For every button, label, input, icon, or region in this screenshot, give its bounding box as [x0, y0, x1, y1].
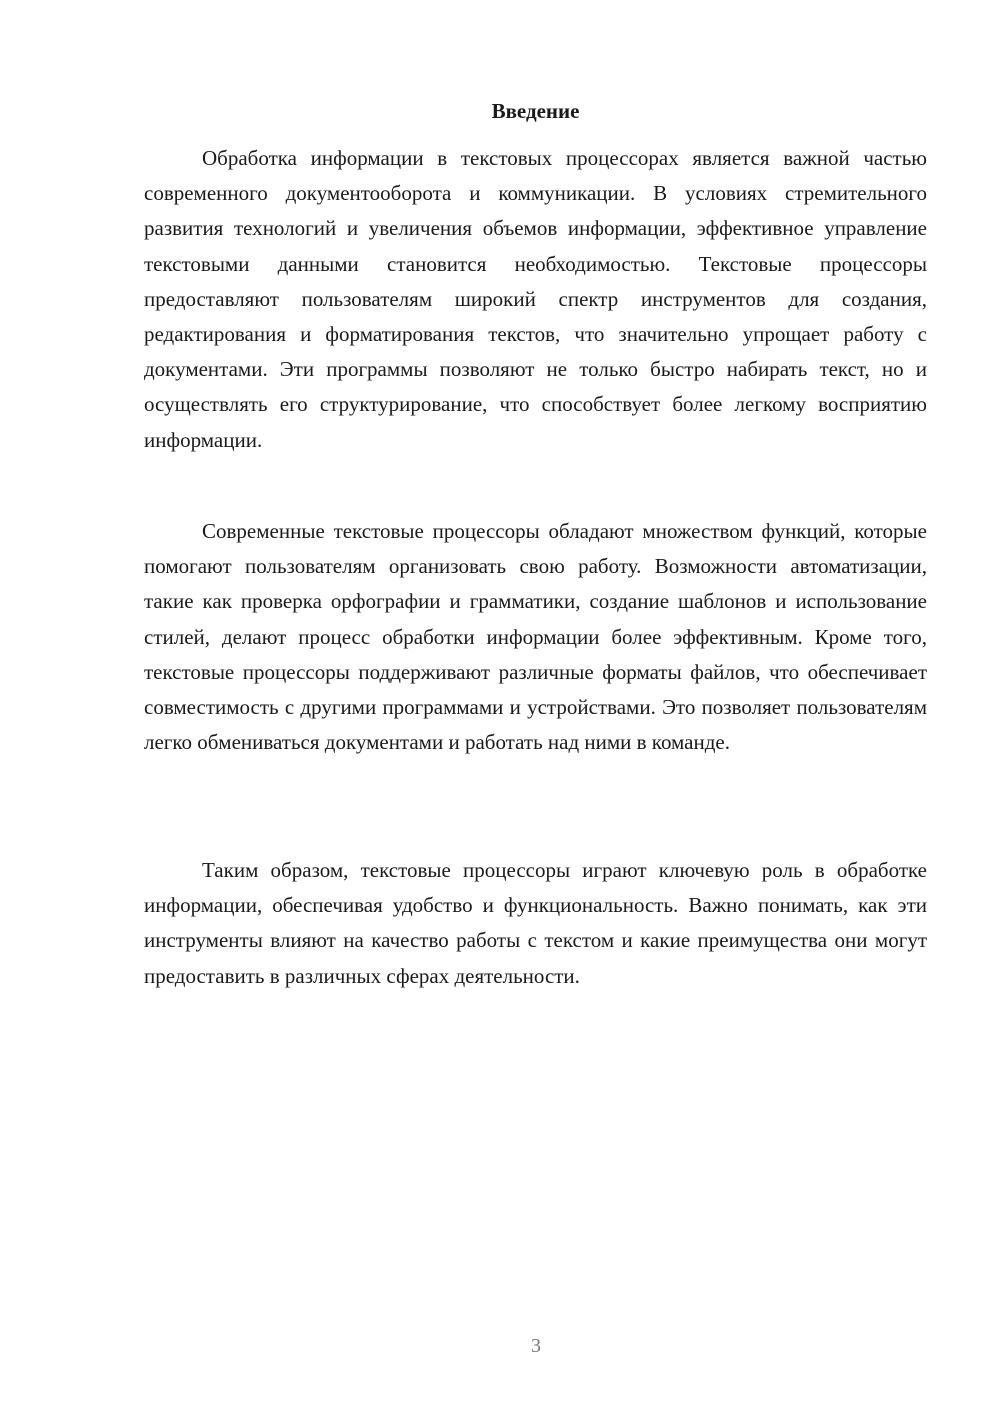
paragraph-2: Современные текстовые процессоры обладают множеством функций, которые помогают пользователям организовать свою работу. Возможности автоматизации, такие как проверка орфографии и грамматики, создание шаблонов и использование стилей, делают процесс обработки информации более эффективным. Кроме того, текстовые процессоры поддерживают различные форматы файлов, что обеспечивает совместимость с другими программами и устройствами. Это позволяет пользователям легко обмениваться документами и работать над ними в команде.	[144, 519, 927, 755]
paragraph-3: Таким образом, текстовые процессоры играют ключевую роль в обработке информации, обеспечивая удобство и функциональность. Важно понимать, как эти инструменты влияют на качество работы с текстом и какие преимущества они могут предоставить в различных сферах деятельности.	[144, 858, 927, 988]
section-heading: Введение	[491, 99, 580, 123]
paragraph-1: Обработка информации в текстовых процессорах является важной частью современного документооборота и коммуникации. В условиях стремительного развития технологий и увеличения объемов информации, эффективное управление текстовыми данными становится необходимостью. Текстовые процессоры предоставляют пользователям широкий спектр инструментов для создания, редактирования и форматирования текстов, что значительно упрощает работу с документами. Эти программы позволяют не только быстро набирать текст, но и осуществлять его структурирование, что способствует более легкому восприятию информации.	[144, 146, 927, 452]
page-number: 3	[531, 1335, 541, 1357]
